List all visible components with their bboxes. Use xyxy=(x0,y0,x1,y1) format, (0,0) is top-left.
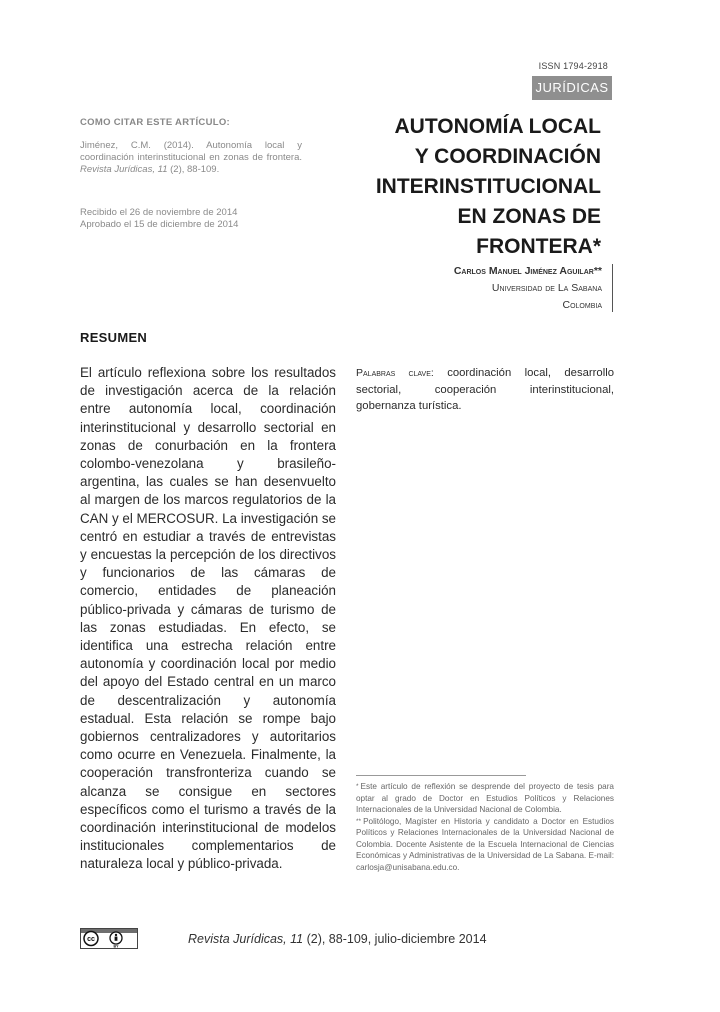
footnote-text: Este artículo de reflexión se desprende del proyecto de tesis para optar al grado de Doctor en Estudios Políticos y Relaciones Internacionales de la Universidad Nacional de Colombia. xyxy=(356,782,614,814)
attribution-icon xyxy=(110,932,122,944)
keywords-label: Palabras clave: xyxy=(356,367,434,379)
abstract-text: El artículo reflexiona sobre los resultados de investigación acerca de la relación entre autonomía local, coordinación interinstitucional y desarrollo sectorial en zonas de conurbación en la frontera colombo-venezolana y brasileño-argentina, las cuales se han desenvuelto al margen de los marcos regulatorios de la CAN y el MERCOSUR. La investigación se centró en estudiar a través de entrevistas y encuestas la percepción de los directivos y funcionarios de las cámaras de comercio, entidades de planeación público-privada y cámaras de turismo de las zonas estudiadas. En efecto, se identifica una estrecha relación entre autonomía y coordinación local por medio del apoyo del Estado central en un marco de descentralización y autonomía estadual. Esta relación se rompe bajo gobiernos centralizadores y autoritarios como ocurre en Venezuela. Finalmente, la cooperación transfronteriza cuando se alcanza se consigue en sectores específicos como el turismo a través de la coordinación interinstitucional de modelos institucionales complementarios de naturaleza local y público-privada. xyxy=(80,365,336,872)
svg-text:cc: cc xyxy=(87,936,95,943)
keywords-text: coordinación local, desarrollo sectorial, cooperación interinstitucional, gobernanza turística. xyxy=(356,367,614,412)
title-line: Y COORDINACIÓN xyxy=(414,145,601,168)
journal-badge: JURÍDICAS xyxy=(532,76,612,100)
title-line: AUTONOMÍA LOCAL xyxy=(394,115,601,138)
citation-text xyxy=(80,140,302,176)
creative-commons-icon xyxy=(84,932,98,946)
license-label: BY xyxy=(113,944,119,948)
citation-journal: Revista Jurídicas, 11 xyxy=(80,164,168,175)
title-line: FRONTERA* xyxy=(476,235,601,258)
article-title xyxy=(300,112,601,262)
footnote xyxy=(356,816,614,874)
title-line: EN ZONAS DE xyxy=(457,205,601,228)
page-footer xyxy=(188,932,528,946)
cc-license-badge xyxy=(80,928,138,949)
author-university: Universidad de La Sabana xyxy=(491,282,602,294)
received-date: Recibido el 26 de noviembre de 2014 xyxy=(80,207,238,218)
footnotes xyxy=(356,781,614,873)
footnote-text: Politólogo, Magíster en Historia y candidato a Doctor en Estudios Políticos y Relaciones Internacionales de la Universidad Nacional de Colombia. Docente Asistente de la Escuela Internacional de Ciencias Económicas y Administrativas de la Universidad de La Sabana. E-mail: carlosja@unisabana.edu.co. xyxy=(356,816,614,872)
author-name: Carlos Manuel Jiménez Aguilar** xyxy=(453,265,602,277)
footnote-mark: ** xyxy=(356,817,362,825)
footnote-mark: * xyxy=(356,783,359,790)
author-block xyxy=(360,263,602,314)
citation-heading: COMO CITAR ESTE ARTÍCULO: xyxy=(80,117,230,128)
submission-dates xyxy=(80,207,310,231)
citation-issue-pages: (2), 88-109. xyxy=(167,164,220,175)
abstract-heading: RESUMEN xyxy=(80,330,148,345)
issn: ISSN 1794-2918 xyxy=(538,61,608,71)
footnote xyxy=(356,781,614,816)
author-country: Colombia xyxy=(562,299,602,311)
author-divider xyxy=(612,264,613,312)
footer-journal: Revista Jurídicas, 11 xyxy=(188,932,304,946)
cc-by-license-icon xyxy=(81,929,137,948)
keywords xyxy=(356,365,614,415)
citation-authors: Jiménez, C.M. (2014). Autonomía local y coordinación interinstitucional en zonas de frontera. xyxy=(80,140,302,163)
title-line: INTERINSTITUCIONAL xyxy=(375,175,601,198)
approved-date: Aprobado el 15 de diciembre de 2014 xyxy=(80,219,239,230)
footer-issue-info: (2), 88-109, julio-diciembre 2014 xyxy=(303,932,487,946)
footnote-divider xyxy=(356,775,526,776)
